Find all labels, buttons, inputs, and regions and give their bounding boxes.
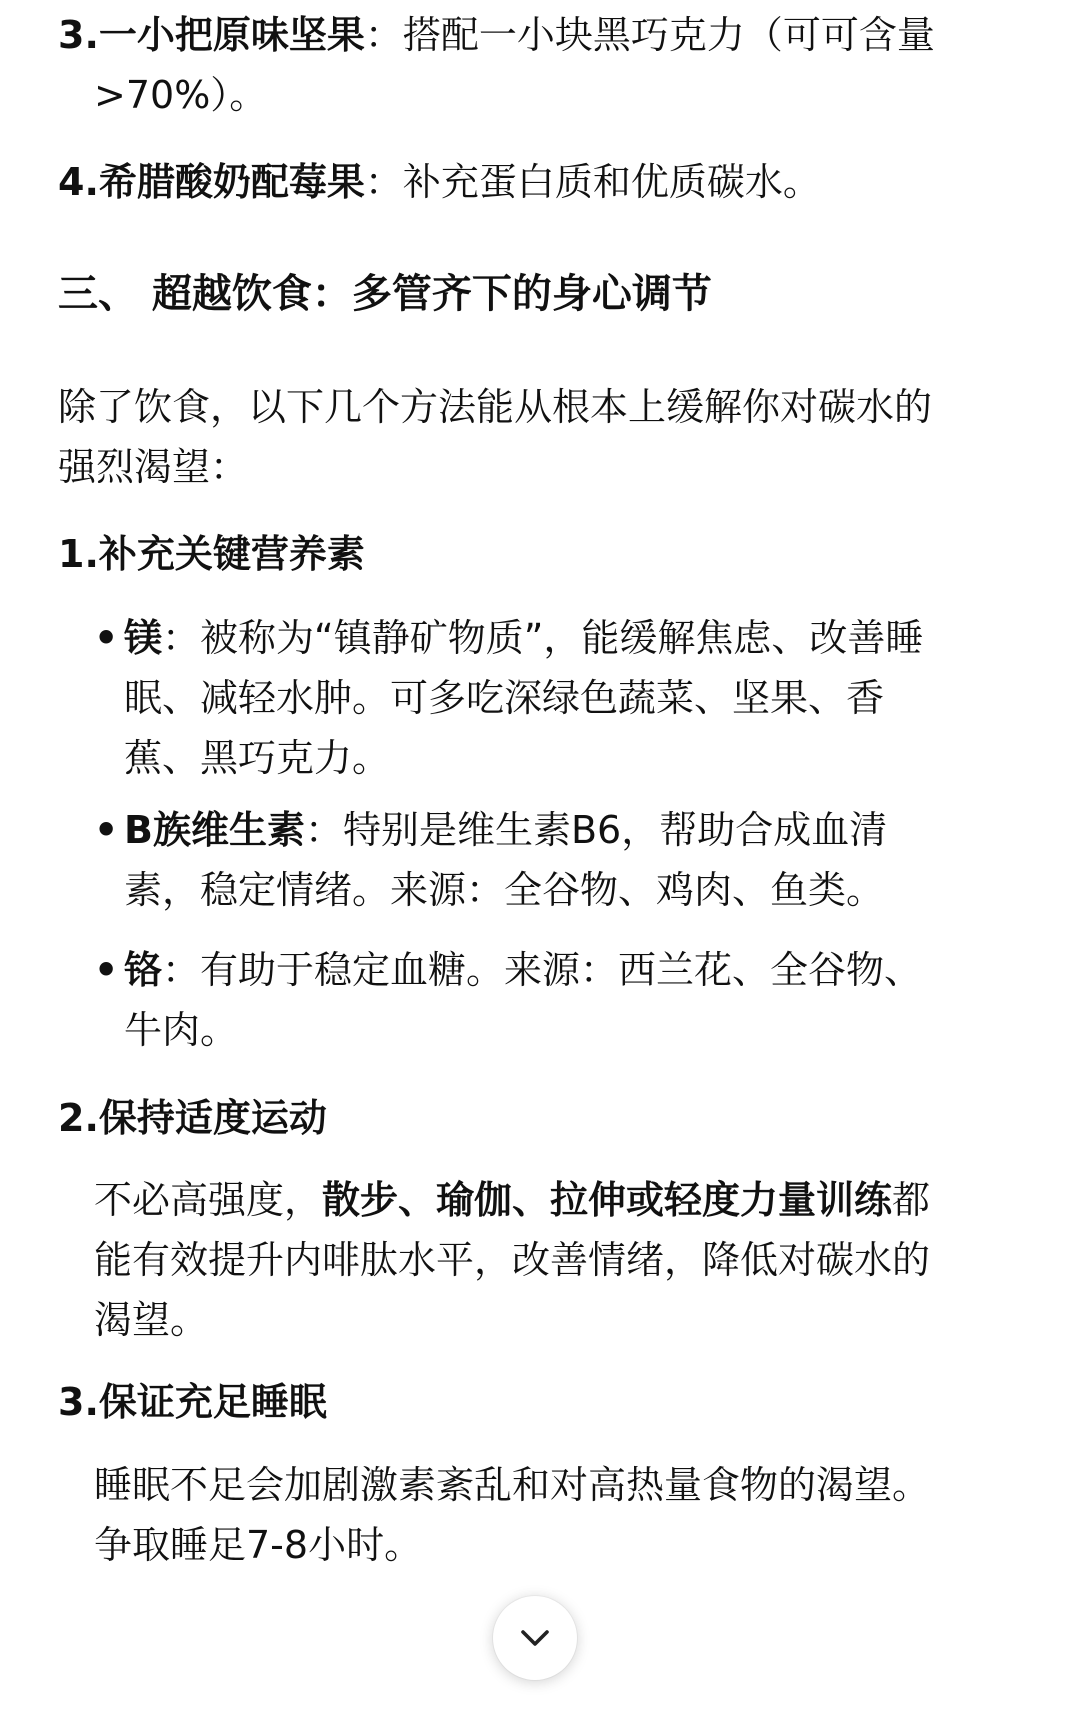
bullet-text: 素，稳定情绪。来源：全谷物、鸡肉、鱼类。 <box>124 868 885 912</box>
bullet-text: ：特别是维生素B6，帮助合成血清 <box>304 808 888 852</box>
bullet-marker: • <box>94 808 119 852</box>
subsection-body <box>94 1455 930 1575</box>
bullet-text: ：被称为“镇静矿物质”，能缓解焦虑、改善睡 <box>162 616 924 660</box>
item-bold-title: 希腊酸奶配莓果 <box>98 160 365 204</box>
bullet-text: 牛肉。 <box>124 1008 239 1052</box>
intro-line: 除了饮食，以下几个方法能从根本上缓解你对碳水的 <box>58 385 933 429</box>
list-item <box>58 5 935 125</box>
bullet-item <box>58 940 922 1060</box>
bullet-text: 眠、减轻水肿。可多吃深绿色蔬菜、坚果、香 <box>124 676 885 720</box>
body-text: 能有效提升内啡肽水平，改善情绪，降低对碳水的 <box>94 1238 931 1282</box>
bullet-text: ：有助于稳定血糖。来源：西兰花、全谷物、 <box>162 948 923 992</box>
subsection-title: 3.保证充足睡眠 <box>58 1380 327 1424</box>
scroll-to-bottom-button[interactable] <box>493 1596 577 1680</box>
subsection-title: 2.保持适度运动 <box>58 1096 327 1140</box>
chevron-down-icon <box>520 1629 550 1647</box>
body-text: 争取睡足7-8小时。 <box>94 1523 423 1567</box>
list-item <box>58 152 821 212</box>
intro-line: 强烈渴望： <box>58 445 249 489</box>
item-text: ：搭配一小块黑巧克力（可可含量 <box>364 13 935 57</box>
item-number: 4. <box>58 160 99 204</box>
bullet-marker: • <box>94 616 119 660</box>
body-text: 不必高强度， <box>94 1178 323 1222</box>
body-bold-text: 散步、瑜伽、拉伸或轻度力量训练 <box>322 1178 893 1222</box>
bullet-bold-title: 铬 <box>124 948 163 992</box>
subsection-title: 1.补充关键营养素 <box>58 532 365 576</box>
bullet-bold-title: B族维生素 <box>124 808 305 852</box>
section-intro <box>58 377 932 497</box>
body-text: 都 <box>892 1178 931 1222</box>
item-text-continued: >70%）。 <box>94 73 268 117</box>
subsection-body <box>94 1170 930 1350</box>
bullet-text: 蕉、黑巧克力。 <box>124 736 391 780</box>
bullet-bold-title: 镁 <box>124 616 163 660</box>
bullet-marker: • <box>94 948 119 992</box>
body-text: 渴望。 <box>94 1298 209 1342</box>
bullet-item <box>58 608 923 788</box>
item-text: ：补充蛋白质和优质碳水。 <box>364 160 821 204</box>
bullet-item <box>58 800 887 920</box>
item-bold-title: 一小把原味坚果 <box>98 13 365 57</box>
body-text: 睡眠不足会加剧激素紊乱和对高热量食物的渴望。 <box>94 1463 931 1507</box>
section-heading: 三、 超越饮食：多管齐下的身心调节 <box>58 271 712 317</box>
item-number: 3. <box>58 13 99 57</box>
